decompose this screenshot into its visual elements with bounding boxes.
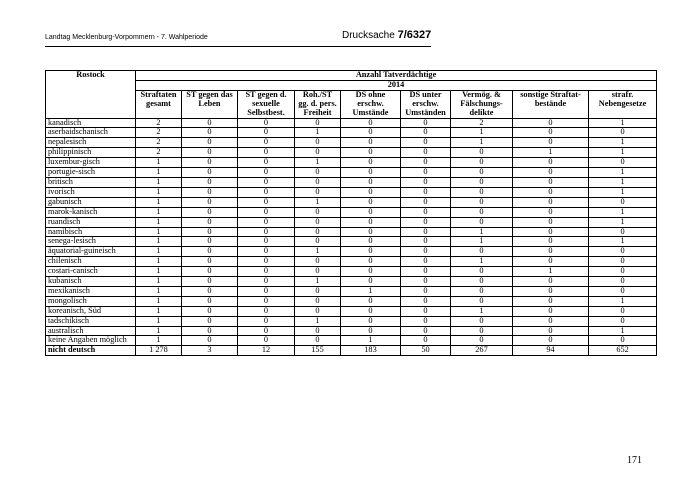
table-cell: 0 — [341, 207, 401, 217]
column-header: strafr. Nebengesetze — [589, 90, 657, 118]
table-cell: 0 — [341, 316, 401, 326]
table-cell: 0 — [238, 197, 295, 207]
table-cell: 1 — [295, 197, 341, 207]
table-cell: 1 — [295, 128, 341, 138]
table-cell: 0 — [513, 316, 589, 326]
table-header — [46, 71, 657, 119]
table-cell: 0 — [513, 168, 589, 178]
table-cell: 0 — [589, 227, 657, 237]
table-cell: 652 — [589, 346, 657, 356]
row-label: costari-canisch — [46, 267, 136, 277]
column-header: sonstige Straftat-bestände — [513, 90, 589, 118]
table-cell: 0 — [401, 118, 451, 128]
table-cell: 1 — [136, 207, 182, 217]
table-row — [46, 187, 657, 197]
table-cell: 0 — [341, 168, 401, 178]
table-cell: 1 — [136, 247, 182, 257]
table-cell: 0 — [451, 286, 513, 296]
table-cell: 1 — [513, 148, 589, 158]
table-cell: 1 278 — [136, 346, 182, 356]
table-cell: 0 — [401, 237, 451, 247]
table-cell: 0 — [513, 326, 589, 336]
table-cell: 0 — [182, 336, 238, 346]
table-cell: 1 — [136, 326, 182, 336]
table-row — [46, 197, 657, 207]
table-cell: 0 — [182, 158, 238, 168]
table-cell: 0 — [513, 207, 589, 217]
table-cell: 0 — [401, 187, 451, 197]
table-cell: 0 — [451, 148, 513, 158]
row-label: ruandisch — [46, 217, 136, 227]
table-cell: 0 — [182, 247, 238, 257]
table-cell: 0 — [238, 118, 295, 128]
row-label: tadschikisch — [46, 316, 136, 326]
table-cell: 1 — [295, 277, 341, 287]
table-cell: 0 — [513, 158, 589, 168]
table-cell: 0 — [295, 217, 341, 227]
table-cell: 1 — [589, 187, 657, 197]
table-cell: 0 — [513, 336, 589, 346]
table-cell: 0 — [451, 247, 513, 257]
table-cell: 0 — [182, 118, 238, 128]
table-cell: 0 — [238, 158, 295, 168]
row-label: senega-lesisch — [46, 237, 136, 247]
table-cell: 1 — [136, 296, 182, 306]
table-cell: 0 — [401, 217, 451, 227]
table-cell: 0 — [401, 277, 451, 287]
table-cell: 0 — [295, 237, 341, 247]
table-cell: 0 — [401, 168, 451, 178]
table-cell: 1 — [136, 158, 182, 168]
table-cell: 0 — [513, 237, 589, 247]
table-cell: 0 — [401, 177, 451, 187]
table-row — [46, 306, 657, 316]
row-label: britisch — [46, 177, 136, 187]
table-cell: 0 — [182, 197, 238, 207]
column-header: Vermög. & Fälschungs-delikte — [451, 90, 513, 118]
row-label: mongolisch — [46, 296, 136, 306]
table-cell: 0 — [401, 207, 451, 217]
table-row — [46, 217, 657, 227]
row-label: nicht deutsch — [46, 346, 136, 356]
table-cell: 1 — [451, 257, 513, 267]
table-cell: 1 — [295, 158, 341, 168]
table-row — [46, 247, 657, 257]
table-cell: 1 — [136, 177, 182, 187]
table-cell: 0 — [401, 138, 451, 148]
table-cell: 0 — [401, 128, 451, 138]
row-label: chilenisch — [46, 257, 136, 267]
table-cell: 0 — [295, 267, 341, 277]
table-cell: 0 — [513, 277, 589, 287]
row-label: ivorisch — [46, 187, 136, 197]
table-cell: 0 — [182, 316, 238, 326]
table-cell: 0 — [401, 306, 451, 316]
table-cell: 0 — [295, 286, 341, 296]
table-cell: 0 — [513, 306, 589, 316]
table-cell: 0 — [295, 257, 341, 267]
table-cell: 1 — [136, 316, 182, 326]
table-cell: 1 — [589, 296, 657, 306]
table-cell: 0 — [238, 227, 295, 237]
row-label: aserbaidschanisch — [46, 128, 136, 138]
column-header: Roh./ST gg. d. pers. Freiheit — [295, 90, 341, 118]
table-cell: 0 — [513, 177, 589, 187]
row-label: kubanisch — [46, 277, 136, 287]
table-cell: 0 — [238, 177, 295, 187]
table-cell: 0 — [341, 277, 401, 287]
table-cell: 1 — [589, 168, 657, 178]
table-cell: 0 — [513, 138, 589, 148]
table-cell: 1 — [136, 336, 182, 346]
table-cell: 1 — [451, 306, 513, 316]
table-cell: 0 — [589, 247, 657, 257]
table-cell: 0 — [341, 267, 401, 277]
table-cell: 0 — [589, 306, 657, 316]
table-cell: 0 — [401, 158, 451, 168]
row-label: australisch — [46, 326, 136, 336]
table-cell: 0 — [182, 296, 238, 306]
table-cell: 0 — [513, 197, 589, 207]
column-header: Straftaten gesamt — [136, 90, 182, 118]
table-cell: 0 — [589, 197, 657, 207]
table-cell: 0 — [341, 138, 401, 148]
table-cell: 0 — [238, 247, 295, 257]
table-cell: 1 — [589, 207, 657, 217]
table-cell: 0 — [182, 138, 238, 148]
table-cell: 0 — [238, 286, 295, 296]
table-cell: 0 — [182, 168, 238, 178]
table-cell: 0 — [341, 326, 401, 336]
table-cell: 1 — [589, 177, 657, 187]
table-row — [46, 158, 657, 168]
row-label: mexikanisch — [46, 286, 136, 296]
table-cell: 0 — [182, 217, 238, 227]
table-cell: 1 — [136, 237, 182, 247]
table-cell: 1 — [589, 237, 657, 247]
table-cell: 0 — [295, 326, 341, 336]
table-cell: 0 — [182, 267, 238, 277]
table-row — [46, 168, 657, 178]
table-cell: 1 — [341, 286, 401, 296]
table-row — [46, 316, 657, 326]
table-cell: 1 — [451, 128, 513, 138]
table-cell: 0 — [341, 306, 401, 316]
table-cell: 50 — [401, 346, 451, 356]
row-label: nepalesisch — [46, 138, 136, 148]
table-cell: 0 — [513, 217, 589, 227]
header-rule — [45, 46, 431, 47]
table-cell: 1 — [136, 197, 182, 207]
table-cell: 0 — [451, 197, 513, 207]
table-cell: 0 — [341, 128, 401, 138]
table-cell: 0 — [295, 296, 341, 306]
table-cell: 1 — [136, 277, 182, 287]
table-cell: 0 — [401, 227, 451, 237]
table-cell: 2 — [136, 138, 182, 148]
table-cell: 0 — [341, 237, 401, 247]
table-cell: 2 — [136, 128, 182, 138]
table-cell: 0 — [451, 177, 513, 187]
document-number: 7/6327 — [397, 29, 432, 41]
row-label: marok-kanisch — [46, 207, 136, 217]
statistics-table — [45, 70, 657, 356]
table-cell: 0 — [451, 267, 513, 277]
table-row — [46, 326, 657, 336]
table-cell: 0 — [238, 138, 295, 148]
table-cell: 0 — [589, 128, 657, 138]
table-cell: 0 — [238, 336, 295, 346]
page-number: 171 — [627, 455, 642, 466]
table-cell: 1 — [341, 336, 401, 346]
table-cell: 1 — [136, 187, 182, 197]
table-cell: 0 — [401, 267, 451, 277]
table-cell: 0 — [182, 187, 238, 197]
table-cell: 0 — [341, 247, 401, 257]
table-cell: 0 — [295, 227, 341, 237]
table-cell: 1 — [589, 217, 657, 227]
table-cell: 0 — [513, 247, 589, 257]
table-cell: 0 — [341, 197, 401, 207]
table-row — [46, 237, 657, 247]
table-cell: 0 — [589, 277, 657, 287]
table-cell: 1 — [451, 237, 513, 247]
table-row — [46, 277, 657, 287]
table-cell: 0 — [451, 168, 513, 178]
table-cell: 0 — [295, 138, 341, 148]
column-header: DS ohne erschw. Umstände — [341, 90, 401, 118]
table-cell: 0 — [401, 286, 451, 296]
table-row — [46, 177, 657, 187]
table-cell: 0 — [295, 207, 341, 217]
table-cell: 0 — [513, 118, 589, 128]
table-cell: 267 — [451, 346, 513, 356]
table-cell: 0 — [341, 217, 401, 227]
table-row — [46, 227, 657, 237]
year-header: 2014 — [136, 80, 657, 90]
column-header: DS unter erschw. Umständen — [401, 90, 451, 118]
table-cell: 0 — [182, 306, 238, 316]
table-cell: 0 — [238, 277, 295, 287]
table-row — [46, 286, 657, 296]
row-label: kanadisch — [46, 118, 136, 128]
table-body — [46, 118, 657, 356]
column-header: ST gegen das Leben — [182, 90, 238, 118]
table-cell: 0 — [589, 316, 657, 326]
table-cell: 0 — [451, 316, 513, 326]
table-cell: 1 — [295, 247, 341, 257]
table-cell: 0 — [451, 277, 513, 287]
table-cell: 0 — [182, 277, 238, 287]
table-cell: 0 — [182, 237, 238, 247]
table-cell: 0 — [341, 148, 401, 158]
table-cell: 94 — [513, 346, 589, 356]
table-cell: 0 — [451, 187, 513, 197]
table-cell: 0 — [238, 257, 295, 267]
table-cell: 0 — [589, 286, 657, 296]
table-cell: 0 — [401, 257, 451, 267]
table-cell: 0 — [238, 316, 295, 326]
table-cell: 155 — [295, 346, 341, 356]
table-cell: 0 — [295, 148, 341, 158]
table-cell: 1 — [589, 138, 657, 148]
row-label: gabunisch — [46, 197, 136, 207]
table-cell: 0 — [182, 128, 238, 138]
table-cell: 0 — [451, 217, 513, 227]
table-row — [46, 118, 657, 128]
row-label: luxembur-gisch — [46, 158, 136, 168]
table-cell: 0 — [238, 326, 295, 336]
table-cell: 0 — [295, 118, 341, 128]
table-cell: 0 — [513, 187, 589, 197]
row-label: koreanisch, Süd — [46, 306, 136, 316]
table-cell: 0 — [341, 177, 401, 187]
table-cell: 1 — [136, 267, 182, 277]
table-cell: 1 — [513, 267, 589, 277]
table-cell: 0 — [182, 257, 238, 267]
table-cell: 1 — [589, 326, 657, 336]
table-cell: 0 — [589, 267, 657, 277]
table-cell: 0 — [451, 158, 513, 168]
group-header: Anzahl Tatverdächtige — [136, 71, 657, 81]
table-cell: 0 — [295, 336, 341, 346]
table-cell: 0 — [451, 336, 513, 346]
table-cell: 0 — [182, 326, 238, 336]
table-cell: 1 — [136, 227, 182, 237]
table-cell: 183 — [341, 346, 401, 356]
table-cell: 1 — [136, 306, 182, 316]
row-label: äquatorial-guineisch — [46, 247, 136, 257]
table-cell: 0 — [451, 326, 513, 336]
table-cell: 2 — [451, 118, 513, 128]
table-cell: 12 — [238, 346, 295, 356]
table-cell: 0 — [238, 148, 295, 158]
table-cell: 1 — [589, 148, 657, 158]
table-cell: 0 — [401, 247, 451, 257]
table-cell: 2 — [136, 148, 182, 158]
table-row — [46, 267, 657, 277]
table-cell: 0 — [182, 227, 238, 237]
table-row — [46, 148, 657, 158]
table-cell: 0 — [182, 286, 238, 296]
header-parliament-label: Landtag Mecklenburg-Vorpommern - 7. Wahlperiode — [45, 34, 208, 41]
table-cell: 0 — [295, 168, 341, 178]
table-cell: 2 — [136, 118, 182, 128]
table-cell: 1 — [589, 118, 657, 128]
table-cell: 1 — [136, 168, 182, 178]
corner-header: Rostock — [46, 71, 136, 119]
table-cell: 0 — [238, 237, 295, 247]
table-cell: 0 — [401, 148, 451, 158]
table-cell: 0 — [451, 296, 513, 306]
table-row — [46, 257, 657, 267]
table-cell: 0 — [238, 168, 295, 178]
table-cell: 0 — [513, 227, 589, 237]
header-document-number — [342, 29, 431, 41]
table-cell: 0 — [401, 326, 451, 336]
table-row — [46, 207, 657, 217]
table-cell: 0 — [401, 316, 451, 326]
table-cell: 0 — [401, 197, 451, 207]
table-cell: 0 — [589, 158, 657, 168]
table-cell: 0 — [182, 207, 238, 217]
table-cell: 0 — [295, 187, 341, 197]
table-cell: 0 — [341, 118, 401, 128]
table-cell: 0 — [182, 148, 238, 158]
table-cell: 0 — [401, 296, 451, 306]
table-cell: 1 — [295, 316, 341, 326]
column-header: ST gegen d. sexuelle Selbstbest. — [238, 90, 295, 118]
table-cell: 0 — [513, 286, 589, 296]
table-cell: 0 — [238, 267, 295, 277]
row-label: keine Angaben möglich — [46, 336, 136, 346]
document-label: Drucksache — [342, 30, 395, 41]
table-cell: 0 — [341, 257, 401, 267]
table-cell: 0 — [295, 177, 341, 187]
table-cell: 0 — [238, 306, 295, 316]
table-cell: 0 — [513, 128, 589, 138]
table-cell: 0 — [295, 306, 341, 316]
table-cell: 1 — [451, 227, 513, 237]
table-cell: 0 — [238, 296, 295, 306]
table-cell: 0 — [401, 336, 451, 346]
table-cell: 0 — [182, 177, 238, 187]
row-label: namibisch — [46, 227, 136, 237]
table-cell: 0 — [238, 128, 295, 138]
table-cell: 1 — [451, 138, 513, 148]
column-headers — [46, 90, 657, 118]
table-cell: 0 — [238, 217, 295, 227]
table-cell: 0 — [513, 296, 589, 306]
table-cell: 3 — [182, 346, 238, 356]
table-cell: 0 — [341, 296, 401, 306]
table-row — [46, 138, 657, 148]
table-cell: 0 — [451, 207, 513, 217]
table-row — [46, 296, 657, 306]
table-cell: 0 — [589, 257, 657, 267]
table-cell: 0 — [589, 336, 657, 346]
table-cell: 0 — [341, 187, 401, 197]
table-cell: 0 — [341, 158, 401, 168]
table-cell: 1 — [136, 286, 182, 296]
row-label: portugie-sisch — [46, 168, 136, 178]
table-cell: 0 — [513, 257, 589, 267]
table-cell: 0 — [341, 227, 401, 237]
table-cell: 0 — [238, 187, 295, 197]
table-row — [46, 128, 657, 138]
row-label: philippinisch — [46, 148, 136, 158]
table-row — [46, 336, 657, 346]
table-cell: 0 — [238, 207, 295, 217]
table-row — [46, 346, 657, 356]
table-cell: 1 — [136, 217, 182, 227]
table-cell: 1 — [136, 257, 182, 267]
